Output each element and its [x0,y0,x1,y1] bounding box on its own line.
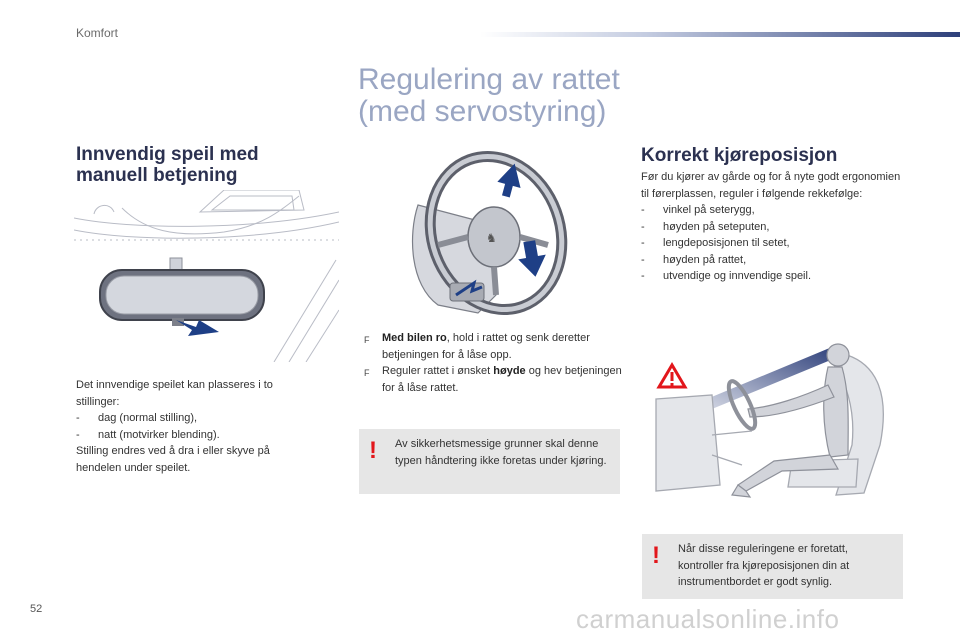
section-label: Komfort [76,26,119,40]
driving-position-heading: Korrekt kjøreposisjon [641,145,838,166]
list-item [641,252,911,269]
bullet-mark: F [364,368,370,378]
list-item [364,330,622,363]
dash-mark: - [641,237,645,249]
bullet-mark: F [364,335,370,345]
mirror-item-day: dag (normal stilling), [98,412,198,424]
mirror-description [76,377,316,476]
watermark: carmanualsonline.info [576,604,840,634]
mirror-intro: Det innvendige speilet kan plasseres i to stillinger: [76,379,273,408]
page-number: 52 [30,603,43,615]
list-item [641,235,911,252]
list-item [641,202,911,219]
page-title-line1: Regulering av rattet [358,63,620,96]
position-intro: Før du kjører av gårde og for å nyte godt ergonomien til førerplassen, reguler i følgende rekkefølge: [641,171,901,200]
step1-bold: Med bilen ro [382,332,447,344]
mirror-item-night: natt (motvirker blending). [98,428,220,441]
warning-icon: ! [369,437,377,464]
step1-text: , hold i rattet og senk deretter betjeningen for å låse opp. [382,332,590,361]
position-item: høyden på rattet, [663,253,747,266]
header-gradient-bar [480,32,960,37]
rear-view-mirror-illustration [74,190,339,362]
list-item [641,268,911,285]
position-item: høyden på seteputen, [663,220,770,233]
page-title-line2: (med servostyring) [358,95,607,128]
mirror-heading-line2: manuell betjening [76,165,238,186]
wheel-steps [364,330,622,396]
mirror-heading-line1: Innvendig speil med [76,144,259,165]
list-item [76,410,316,427]
step2-pre: Reguler rattet i ønsket [382,365,494,377]
page-title [358,64,620,128]
svg-text:♞: ♞ [486,231,497,245]
mirror-outro: Stilling endres ved å dra i eller skyve på hendelen under speilet. [76,445,270,474]
warning-icon: ! [652,542,660,569]
dash-mark: - [76,412,80,424]
list-item [76,427,316,444]
warning-text: Av sikkerhetsmessige grunner skal denne typen håndtering ikke foretas under kjøring. [395,438,607,467]
position-item: utvendige og innvendige speil. [663,270,812,282]
dash-mark: - [641,204,645,216]
list-item [364,363,622,396]
mirror-heading [76,144,259,186]
dash-mark: - [641,220,645,233]
list-item [641,219,911,236]
step2-bold: høyde [493,365,526,377]
dash-mark: - [641,270,645,282]
warning-text: Når disse reguleringene er foretatt, kontroller fra kjøreposisjonen din at instrumentbordet er godt synlig. [678,543,850,588]
dash-mark: - [76,428,80,441]
driving-posture-illustration [642,335,904,505]
driving-position-description [641,169,911,285]
position-item: lengdeposisjonen til setet, [663,237,790,249]
step2-post: og hev betjeningen for å låse rattet. [382,365,622,394]
position-item: vinkel på seterygg, [663,204,755,216]
warning-box [359,429,620,494]
steering-wheel-illustration [398,145,573,315]
warning-box [642,534,903,599]
dash-mark: - [641,253,645,266]
